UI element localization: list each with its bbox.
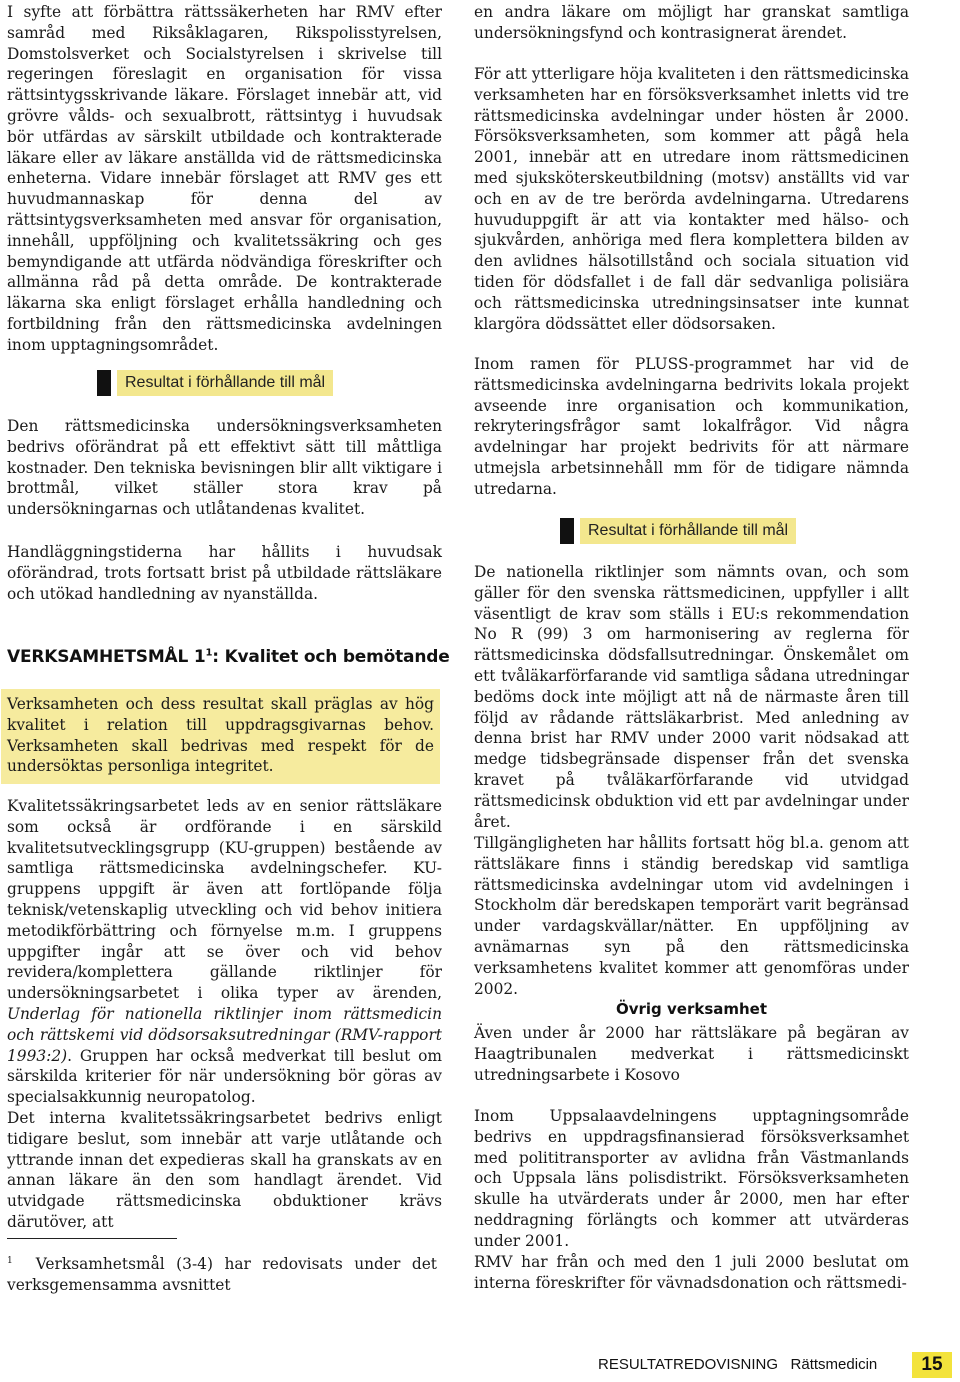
right-paragraph-1: en andra läkare om möjligt har granskat samtliga undersökningsfynd och kontrasignerat ärendet.: [474, 3, 909, 42]
goal-heading: [7, 647, 450, 667]
subheading-other-activities: Övrig verksamhet: [615, 1000, 768, 1018]
right-paragraph-8: RMV har från och med den 1 juli 2000 beslutat om interna föreskrifter för vävnadsdonation och rättsmedi-: [474, 1253, 909, 1292]
left-paragraph-3: Handläggningstiderna har hållits i huvudsak oförändrad, trots fortsatt brist på utbildade rättsläkare och utökad handledning av nyanställda.: [7, 543, 442, 603]
footer-section: RESULTATREDOVISNING: [598, 1356, 779, 1373]
footnote-number: 1: [7, 1256, 13, 1266]
left-paragraph-1: I syfte att förbättra rättssäkerheten har RMV efter samråd med Riksåklagaren, Rikspolisstyrelsen, Domstolsverket och Socialstyrelsen i skrivelse till regeringen föreslagit en organisation för vissa rättsintygsskrivande läkare. Förslaget innebär att, vid grövre vålds- och sexualbrott, rättsintyg i huvudsak bör utfärdas av särskilt utbildade och kontrakterade läkare eller av läkare anställda vid de rättsmedicinska enheterna. Vidare innebär förslaget att RMV ges ett huvudmannaskap för denna del av rättsintygsverksamheten med ansvar för organisation, innehåll, uppföljning och kvalitetssäkring och ges bemyndigande att utfärda nödvändiga föreskrifter och allmänna råd på detta område. De kontrakterade läkarna ska enligt förslaget erhålla handledning och fortbildning från den rättsmedicinska avdelningen inom upptagningsområdet.: [7, 3, 442, 354]
left-paragraph-4-text: Kvalitetssäkringsarbetet leds av en senior rättsläkare som också är ordförande i en särskild kvalitetsutvecklingsgrupp (KU-gruppen) bestående av samtliga rättsmedicinska avdelningschefer. KU-gruppens uppgift är även att fortlöpande följa teknisk/vetenskaplig utveckling och vid behov initiera metodikförbättring och förnyelse m.m. I gruppens uppgifter ingår att se över och vid behov revidera/komplettera gällande riktlinjer för undersökningsarbetet i olika typer av ärenden,: [7, 797, 442, 1003]
badge-marker: [97, 370, 111, 396]
right-paragraph-3: Inom ramen för PLUSS-programmet har vid de rättsmedicinska avdelningarna bedrivits lokala projekt avseende inre organisation och kommunikation, rekryteringsfrågor samt lokalfrågor. Vid några avdelningar har projekt bedrivits för att närmare utmejsla arbetsinnehåll mm för de tidigare nämnda utredarna.: [474, 355, 909, 498]
footer-running-title: [598, 1356, 877, 1373]
page-number: 15: [912, 1352, 952, 1378]
result-badge-left: [97, 370, 333, 396]
right-paragraph-6: Även under år 2000 har rättsläkare på begäran av Haagtribunalen medverkat i rättsmedicinskt utredningsarbete i Kosovo: [474, 1024, 909, 1084]
badge-label: Resultat i förhållande till mål: [117, 370, 333, 396]
left-paragraph-4-tail: . Gruppen har också medverkat till beslut om särskilda kriterier för när undersökning bör göras av specialsakkunnig neuropatolog.: [7, 1046, 442, 1107]
footnote-text: Verksamhetsmål (3-4) har redovisats under det verksgemensamma avsnittet: [7, 1255, 437, 1294]
goal-heading-title: VERKSAMHETSMÅL 1: [7, 647, 206, 667]
footer-subsection: Rättsmedicin: [790, 1356, 878, 1373]
left-paragraph-2: Den rättsmedicinska undersökningsverksamheten bedrivs oförändrat på ett effektivt sätt till måttliga kostnader. Den tekniska bevisningen blir allt viktigare i brottmål, vilket ställer stora krav på undersökningarnas och utlåtandenas kvalitet.: [7, 417, 442, 519]
right-paragraph-7: Inom Uppsalaavdelningens upptagningsområde bedrivs en uppdragsfinansierad försöksverksamhet med polititransporter av avlidna från Västmanlands och Uppsala läns polisdistrikt. Försöksverksamheten skulle ha utvärderats under år 2000, men har efter neddragning förlängts och kommer att utvärderas under 2001.: [474, 1107, 909, 1250]
left-paragraph-5: Det interna kvalitetssäkringsarbetet bedrivs enligt tidigare beslut, som innebär att varje utlåtande och yttrande innan det expedieras skall ha granskats av en annan läkare än den som handlagt ärendet. Vid utvidgade rättsmedicinska obduktioner krävs därutöver, att: [7, 1109, 442, 1231]
badge-label: Resultat i förhållande till mål: [580, 518, 796, 544]
right-paragraph-2: För att ytterligare höja kvaliteten i den rättsmedicinska verksamheten har en försöksverksamhet inletts vid tre rättsmedicinska avdelningar under hösten år 2000. Försöksverksamheten, som kommer att pågå hela 2001, innebär att en utredare inom rättsmedicinen med sjuksköterskeutbildning (motsv) anställts vid var och en av de tre berörda avdelningarna. Utredarens huvuduppgift är att via kontakter med hälso- och sjukvården, anhöriga med flera komplettera bilden av den avlidnes hälsotillstånd och sociala situation vid tiden för dödsfallet i de fall där sedvanliga polisiära och rättsmedicinska utredningsinsatser inte kunnat klargöra dödssättet eller dödsorsaken.: [474, 65, 909, 333]
badge-marker: [560, 518, 574, 544]
result-badge-right: [560, 518, 796, 544]
goal-highlight-box: [1, 689, 440, 784]
goal-heading-footnote-ref: 1: [205, 647, 213, 659]
footnote-rule: [7, 1238, 177, 1239]
left-paragraph-4: [7, 796, 442, 1108]
goal-text: Verksamheten och dess resultat skall präglas av hög kvalitet i relation till uppdragsgivarnas behov. Verksamheten skall bedrivas med respekt för de undersöktas personliga integritet.: [7, 695, 434, 776]
goal-heading-subtitle: : Kvalitet och bemötande: [212, 647, 450, 667]
right-paragraph-5: Tillgängligheten har hållits fortsatt hög bl.a. genom att rättsläkare finns i ständig beredskap vid samtliga rättsmedicinska avdelningar utom vid avdelningen i Stockholm där beredskapen temporärt varit begränsad under vardagskvällar/nätter. En uppföljning av avnämarnas syn på den rättsmedicinska verksamhetens kvalitet kommer att genomföras under 2002.: [474, 834, 909, 998]
footnote: [7, 1251, 437, 1296]
right-paragraph-4: De nationella riktlinjer som nämnts ovan, och som gäller för den svenska rättsmedicinen, uppfyller i allt väsentligt de krav som ställs i EU:s rekommendation No R (99) 3 om harmonisering av reglerna för rättsmedicinska dödsfallsutredningar. Önskemålet om ett tvåläkarförfarande vid samtliga sådana utredningar bedöms dock inte möjligt att nå de närmaste åren till följd av rådande rättsläkarbrist. Med anledning av denna brist har RMV under 2000 varit nödsakad att medge tidsbegränsade dispenser från det svenska kravet på tvåläkarförfarande vid utvidgad rättsmedicinsk obduktion vid ett par avdelningar under året.: [474, 563, 909, 831]
report-title-italic: Underlag för nationella riktlinjer inom rättsmedicin och rättskemi vid dödsorsaksutredningar (RMV-rapport 1993:2): [7, 1004, 442, 1065]
